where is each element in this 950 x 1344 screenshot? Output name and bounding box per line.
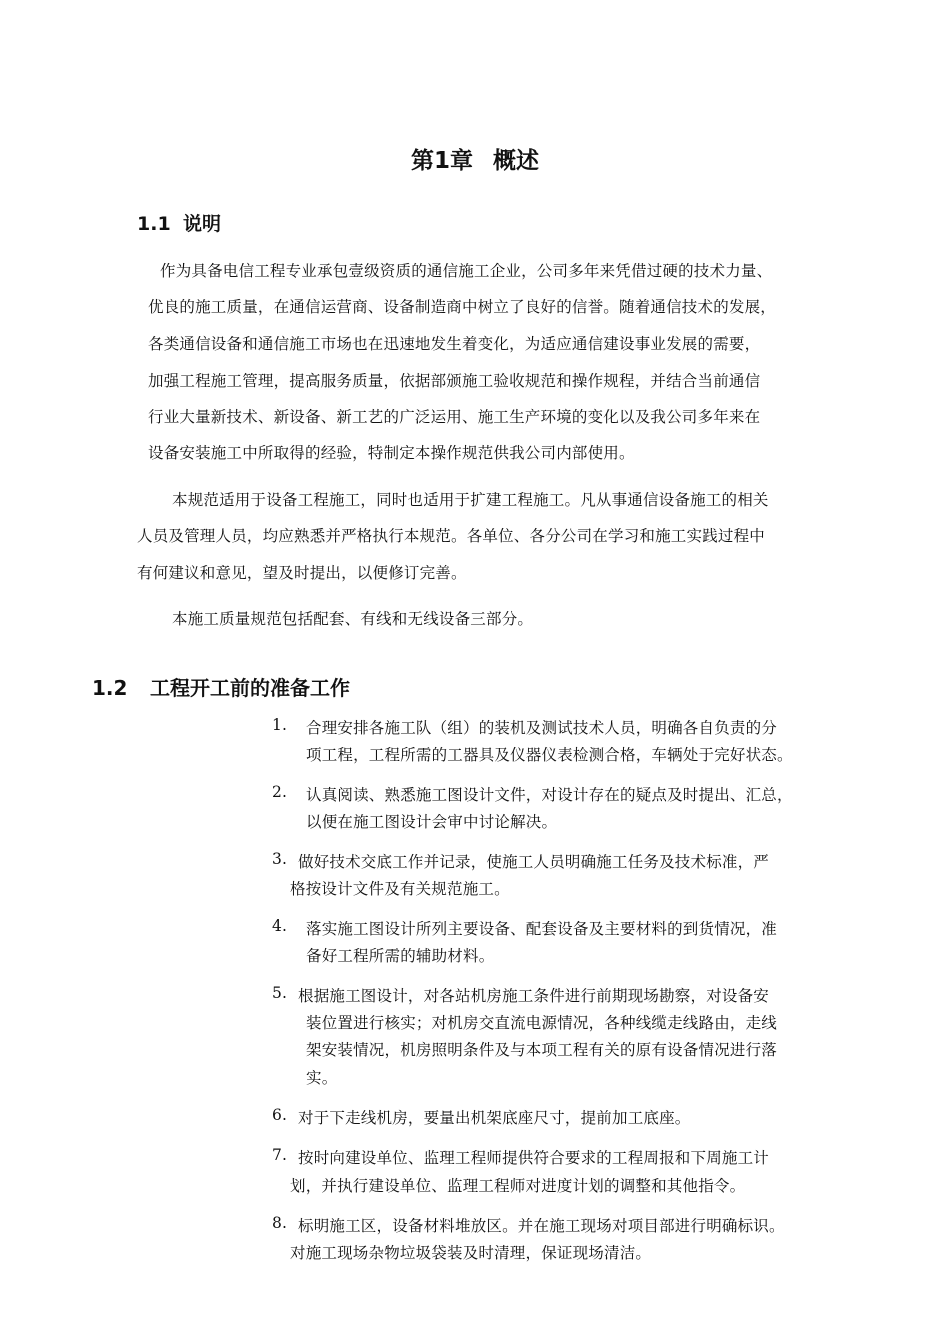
chapter-number: 第1章: [410, 148, 473, 174]
list-item-line: 实。: [306, 1069, 338, 1087]
list-item-line: 备好工程所需的辅助材料。: [306, 947, 495, 965]
list-item-number: 5.: [272, 984, 288, 1002]
chapter-heading: [0, 142, 950, 175]
chapter-title: 概述: [493, 148, 539, 174]
section-1-2-heading: [92, 672, 350, 701]
list-item-number: 3.: [272, 850, 288, 868]
list-item-line: 标明施工区，设备材料堆放区。并在施工现场对项目部进行明确标识。: [298, 1217, 785, 1235]
paragraph-line: 加强工程施工管理，提高服务质量，依据部颁施工验收规范和操作规程，并结合当前通信: [148, 372, 761, 390]
list-item-line: 划，并执行建设单位、监理工程师对进度计划的调整和其他指令。: [290, 1177, 746, 1195]
section-1-2-title: 工程开工前的准备工作: [150, 676, 350, 700]
list-item-line: 架安装情况，机房照明条件及与本项工程有关的原有设备情况进行落: [306, 1041, 778, 1059]
list-item-line: 认真阅读、熟悉施工图设计文件，对设计存在的疑点及时提出、汇总，: [306, 786, 793, 804]
list-item-line: 对于下走线机房，要量出机架底座尺寸，提前加工底座。: [298, 1109, 691, 1127]
section-1-2-number: 1.2: [92, 676, 128, 700]
paragraph-line: 作为具备电信工程专业承包壹级资质的通信施工企业，公司多年来凭借过硬的技术力量、: [160, 262, 773, 280]
paragraph-3: 本施工质量规范包括配套、有线和无线设备三部分。: [172, 610, 534, 628]
paragraph-line: 行业大量新技术、新设备、新工艺的广泛运用、施工生产环境的变化以及我公司多年来在: [148, 408, 761, 426]
section-1-1-title: 说明: [183, 213, 222, 235]
list-item-line: 对施工现场杂物垃圾袋装及时清理，保证现场清洁。: [290, 1244, 652, 1262]
list-item-number: 1.: [272, 716, 288, 734]
list-item-line: 项工程，工程所需的工器具及仪器仪表检测合格，车辆处于完好状态。: [306, 746, 793, 764]
paragraph-line: 本规范适用于设备工程施工，同时也适用于扩建工程施工。凡从事通信设备施工的相关: [172, 491, 769, 509]
paragraph-line: 优良的施工质量，在通信运营商、设备制造商中树立了良好的信誉。随着通信技术的发展，: [148, 298, 777, 316]
list-item-line: 装位置进行核实；对机房交直流电源情况，各种线缆走线路由，走线: [306, 1014, 778, 1032]
paragraph-line: 人员及管理人员，均应熟悉并严格执行本规范。各单位、各分公司在学习和施工实践过程中: [137, 527, 766, 545]
paragraph-line: 设备安装施工中所取得的经验，特制定本操作规范供我公司内部使用。: [148, 444, 635, 462]
list-item-number: 2.: [272, 783, 288, 801]
list-item-line: 落实施工图设计所列主要设备、配套设备及主要材料的到货情况，准: [306, 920, 778, 938]
list-item-line: 按时向建设单位、监理工程师提供符合要求的工程周报和下周施工计: [298, 1149, 770, 1167]
list-item-line: 做好技术交底工作并记录，使施工人员明确施工任务及技术标准，严: [298, 853, 770, 871]
list-item-number: 7.: [272, 1146, 288, 1164]
section-1-1-heading: [137, 209, 221, 236]
list-item-line: 合理安排各施工队（组）的装机及测试技术人员，明确各自负责的分: [306, 719, 778, 737]
list-item-line: 根据施工图设计，对各站机房施工条件进行前期现场勘察，对设备安: [298, 987, 770, 1005]
list-item-number: 8.: [272, 1214, 288, 1232]
section-1-1-number: 1.1: [137, 213, 171, 235]
list-item-line: 以便在施工图设计会审中讨论解决。: [306, 813, 558, 831]
list-item-number: 6.: [272, 1106, 288, 1124]
paragraph-line: 各类通信设备和通信施工市场也在迅速地发生着变化，为适应通信建设事业发展的需要，: [148, 335, 761, 353]
paragraph-line: 有何建议和意见，望及时提出，以便修订完善。: [137, 564, 467, 582]
list-item-line: 格按设计文件及有关规范施工。: [290, 880, 510, 898]
list-item-number: 4.: [272, 917, 288, 935]
